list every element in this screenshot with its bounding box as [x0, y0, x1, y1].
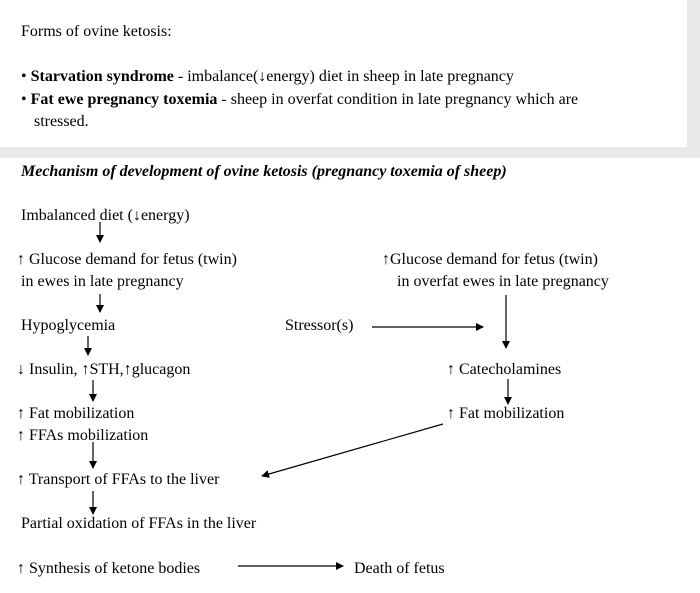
bullet-text: imbalance( — [187, 68, 259, 85]
node-overfat-glucose — [382, 251, 598, 269]
node-ffas-mobilization — [17, 427, 148, 445]
node-synthesis — [17, 560, 200, 578]
node-text: Catecholamines — [459, 361, 562, 378]
arrow-diagonal — [262, 424, 443, 476]
node-text: STH, — [89, 361, 124, 378]
intro-panel — [0, 0, 687, 147]
node-text: glucagon — [131, 361, 191, 378]
bullet-text: energy) diet in sheep in late pregnancy — [266, 68, 514, 85]
bullet-sep: - — [217, 91, 231, 108]
node-hormones — [17, 361, 190, 379]
up-arrow-icon: ↑ — [17, 471, 25, 488]
intro-heading: Forms of ovine ketosis: — [21, 23, 172, 40]
node-stressors: Stressor(s) — [285, 317, 354, 334]
node-catecholamines — [447, 361, 561, 379]
up-arrow-icon: ↑ — [447, 405, 455, 422]
node-text: Glucose demand for fetus (twin) — [390, 251, 598, 268]
up-arrow-icon: ↑ — [382, 251, 390, 268]
node-glucose-demand-line2: in ewes in late pregnancy — [21, 273, 184, 290]
node-text: Fat mobilization — [29, 405, 135, 422]
down-arrow-icon: ↓ — [17, 361, 25, 378]
mechanism-title: Mechanism of development of ovine ketosis (pregnancy toxemia of sheep) — [21, 163, 507, 180]
node-text: energy) — [140, 207, 190, 224]
bullet-starvation: • Starvation syndrome - imbalance(↓energy) diet in sheep in late pregnancy — [21, 68, 514, 85]
up-arrow-icon: ↑ — [17, 560, 25, 577]
bullet-term: Fat ewe pregnancy toxemia — [30, 91, 218, 108]
node-text: Glucose demand for fetus (twin) — [29, 251, 237, 268]
node-partial-oxidation: Partial oxidation of FFAs in the liver — [21, 515, 257, 532]
bullet-continuation: stressed. — [34, 113, 89, 130]
up-arrow-icon: ↑ — [123, 361, 132, 378]
node-fat-mobilization — [17, 405, 134, 423]
down-arrow-icon: ↓ — [132, 207, 141, 224]
node-overfat-line2: in overfat ewes in late pregnancy — [397, 273, 609, 290]
node-transport — [17, 471, 219, 489]
node-text: Insulin, — [29, 361, 78, 378]
node-text: FFAs mobilization — [29, 427, 149, 444]
node-glucose-demand — [17, 251, 237, 269]
bullet-sep: - — [173, 68, 188, 85]
node-text: Transport of FFAs to the liver — [28, 471, 220, 488]
mechanism-panel — [0, 158, 700, 593]
bullet-fat-ewe: • Fat ewe pregnancy toxemia - sheep in overfat condition in late pregnancy which are — [21, 91, 579, 108]
node-imbalanced-diet — [21, 207, 190, 225]
bullet-term: Starvation syndrome — [30, 68, 174, 85]
node-text: Imbalanced diet ( — [21, 207, 133, 224]
bullet-text: sheep in overfat condition in late pregnancy which are — [230, 91, 579, 108]
up-arrow-icon: ↑ — [81, 361, 90, 378]
node-fat-mobilization-right — [447, 405, 564, 423]
node-text: Synthesis of ketone bodies — [29, 560, 201, 577]
up-arrow-icon: ↑ — [447, 361, 455, 378]
up-arrow-icon: ↑ — [17, 405, 25, 422]
node-text: Fat mobilization — [459, 405, 565, 422]
up-arrow-icon: ↑ — [17, 251, 25, 268]
up-arrow-icon: ↑ — [17, 427, 25, 444]
node-hypoglycemia: Hypoglycemia — [21, 317, 116, 334]
node-death: Death of fetus — [354, 560, 445, 577]
down-arrow-icon: ↓ — [258, 68, 267, 85]
